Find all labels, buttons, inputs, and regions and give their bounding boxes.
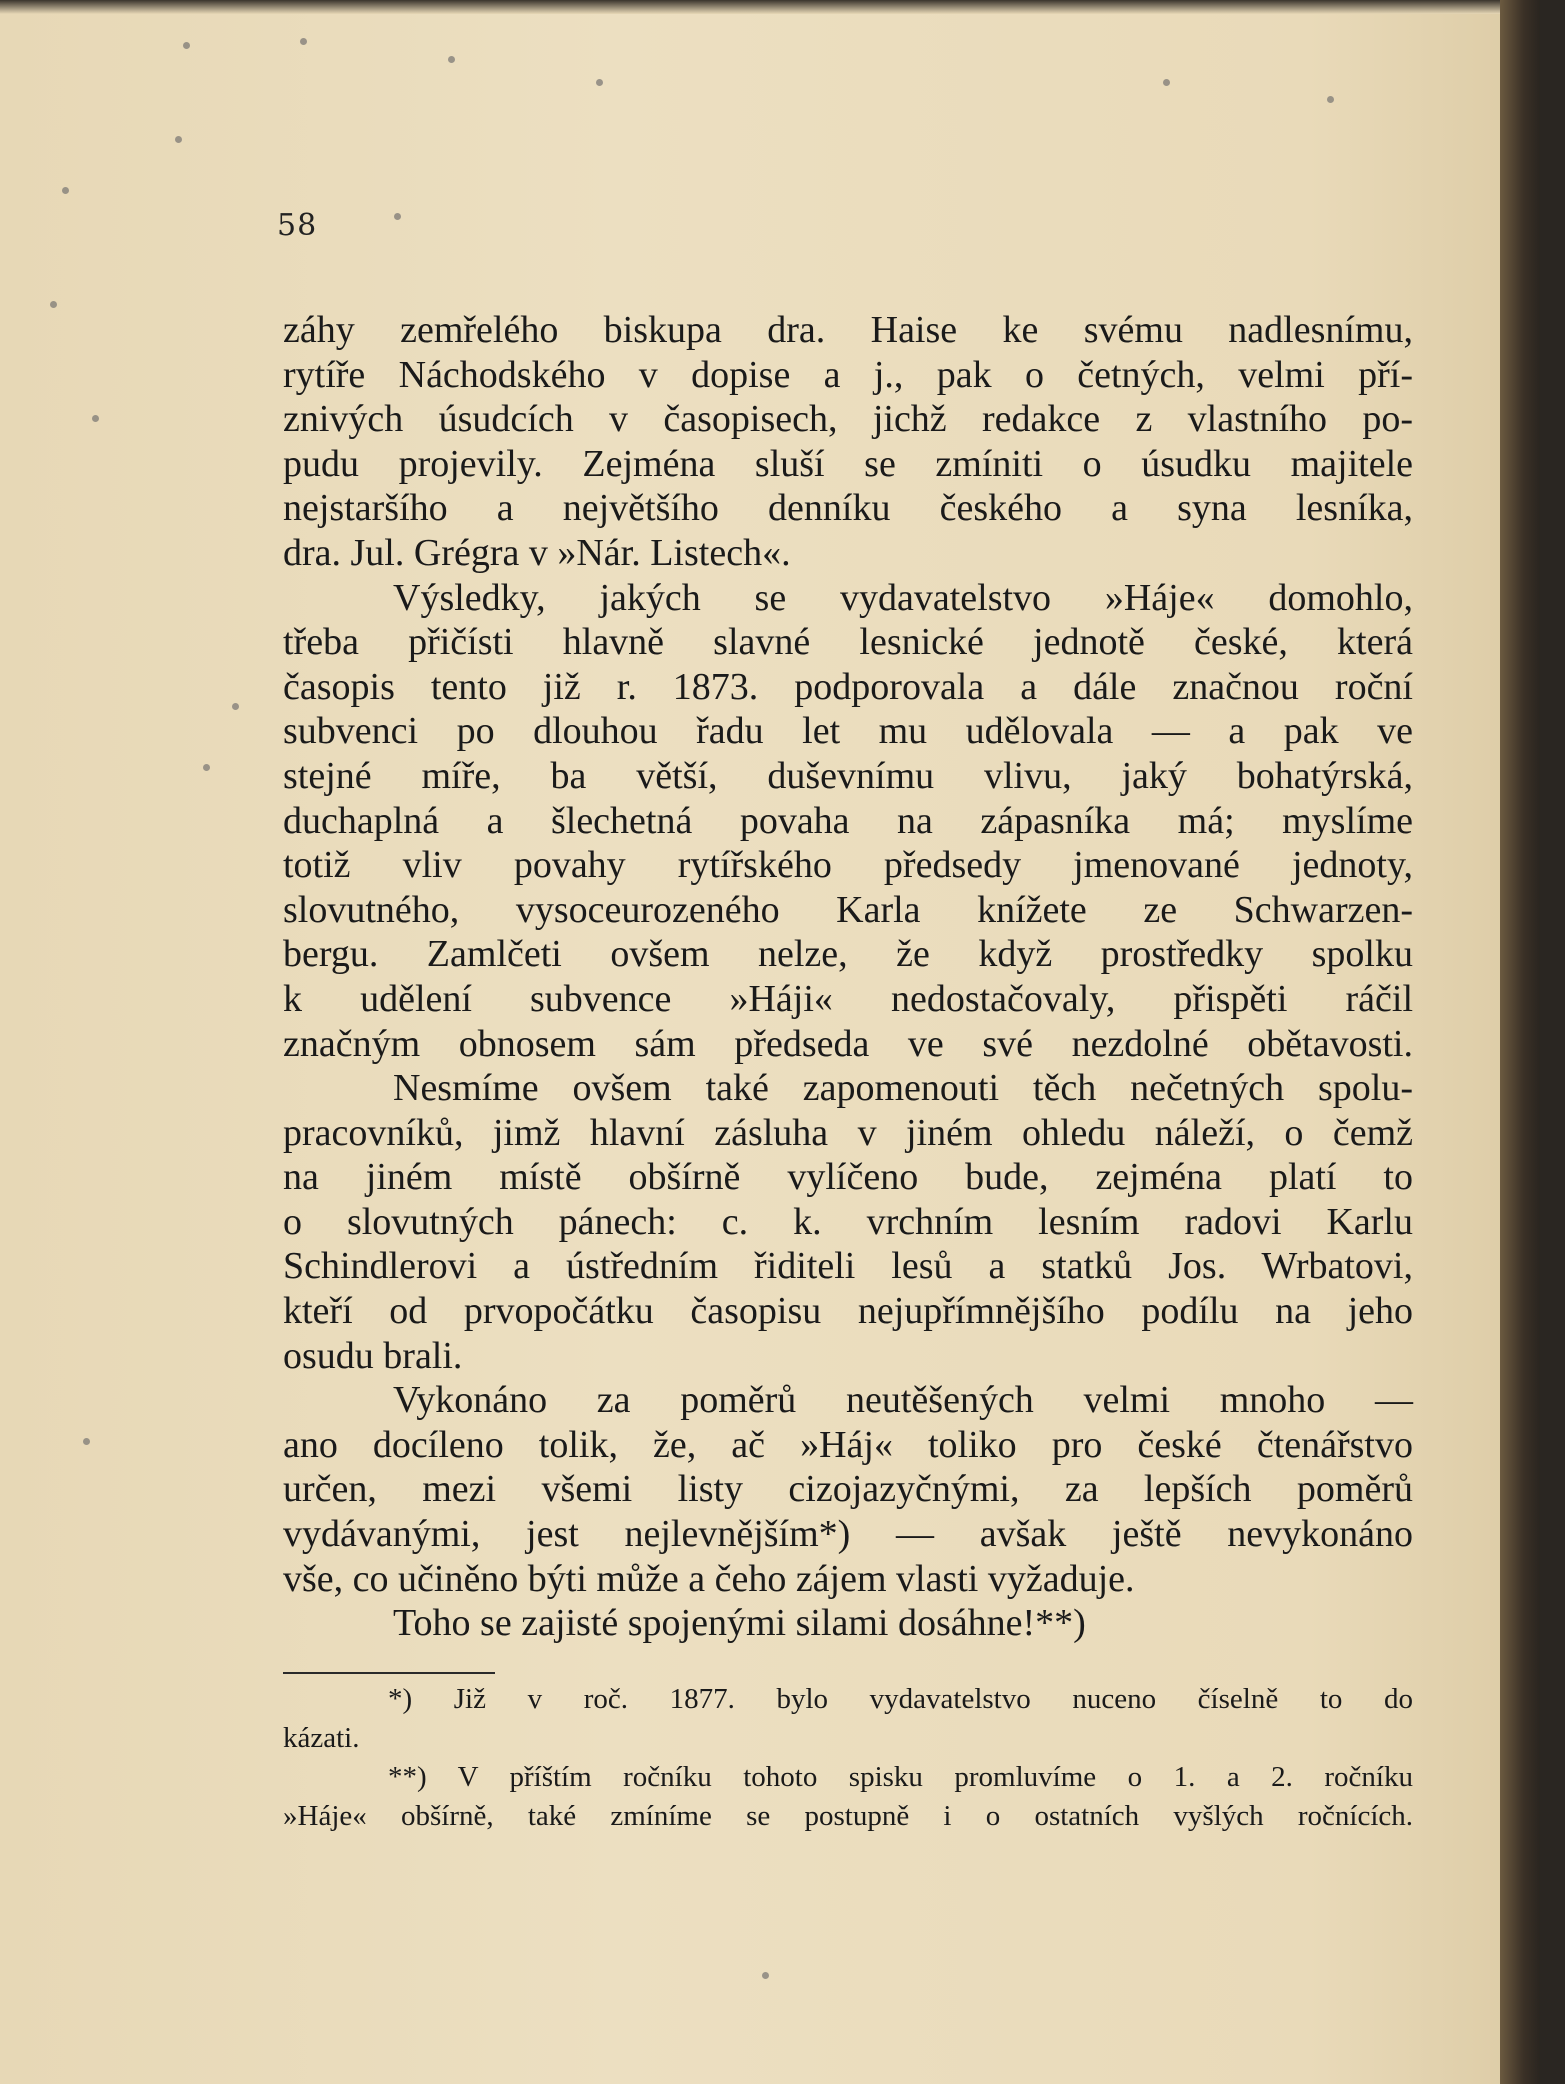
text-line: určen, mezi všemi listy cizojazyčnými, za lepších poměrů	[283, 1468, 1413, 1511]
scan-speck	[448, 56, 455, 63]
text-line: znivých úsudcích v časopisech, jichž redakce z vlastního po-	[283, 398, 1413, 441]
text-line: stejné míře, ba větší, duševnímu vlivu, jaký bohatýrská,	[283, 754, 1413, 797]
text-line: duchaplná a šlechetná povaha na zápasníka má; myslíme	[283, 799, 1413, 842]
scan-speck	[1327, 96, 1334, 103]
page-top-shadow	[0, 0, 1540, 14]
scan-speck	[50, 301, 57, 308]
text-line: značným obnosem sám předseda ve své nezdolné obětavosti.	[283, 1022, 1413, 1065]
text-line: Schindlerovi a ústředním řiditeli lesů a statků Jos. Wrbatovi,	[283, 1245, 1413, 1288]
text-line: třeba přičísti hlavně slavné lesnické jednotě české, která	[283, 621, 1413, 664]
text-line: k udělení subvence »Háji« nedostačovaly, přispěti ráčil	[283, 977, 1413, 1020]
text-line: Výsledky, jakých se vydavatelstvo »Háje« domohlo,	[393, 576, 1413, 619]
text-line: pudu projevily. Zejména sluší se zmíniti o úsudku majitele	[283, 442, 1413, 485]
text-line: Nesmíme ovšem také zapomenouti těch nečetných spolu-	[393, 1067, 1413, 1110]
footnote-separator	[283, 1672, 495, 1674]
footnotes	[283, 1680, 1413, 1836]
text-line: totiž vliv povahy rytířského předsedy jmenované jednoty,	[283, 844, 1413, 887]
scan-speck	[203, 764, 210, 771]
text-line: nejstaršího a největšího denníku českého a syna lesníka,	[283, 487, 1413, 530]
footnote-line: kázati.	[283, 1722, 360, 1754]
text-line: Toho se zajisté spojenými silami dosáhne!**)	[393, 1602, 1086, 1645]
text-line: o slovutných pánech: c. k. vrchním lesním radovi Karlu	[283, 1200, 1413, 1243]
text-line: pracovníků, jimž hlavní zásluha v jiném ohledu náleží, o čemž	[283, 1111, 1413, 1154]
footnote-line: **) V příštím ročníku tohoto spisku promluvíme o 1. a 2. ročníku	[388, 1761, 1413, 1793]
scan-speck	[92, 415, 99, 422]
text-line: bergu. Zamlčeti ovšem nelze, že když prostředky spolku	[283, 933, 1413, 976]
page-binding-edge	[1500, 0, 1540, 2084]
scan-speck	[394, 213, 401, 220]
page-number: 58	[277, 208, 318, 243]
scan-speck	[183, 42, 190, 49]
text-line: slovutného, vysoceurozeného Karla knížete ze Schwarzen-	[283, 888, 1413, 931]
scan-speck	[300, 38, 307, 45]
body-text	[283, 308, 1413, 1646]
text-line: vše, co učiněno býti může a čeho zájem vlasti vyžaduje.	[283, 1557, 1135, 1600]
scan-speck	[83, 1438, 90, 1445]
text-line: rytíře Náchodského v dopise a j., pak o četných, velmi pří-	[283, 353, 1413, 396]
text-line: subvenci po dlouhou řadu let mu udělovala — a pak ve	[283, 710, 1413, 753]
scan-speck	[596, 79, 603, 86]
scan-speck	[62, 187, 69, 194]
scan-speck	[175, 136, 182, 143]
scan-speck	[232, 703, 239, 710]
text-line: na jiném místě obšírně vylíčeno bude, zejména platí to	[283, 1156, 1413, 1199]
scan-speck	[762, 1972, 769, 1979]
text-line: záhy zemřelého biskupa dra. Haise ke svému nadlesnímu,	[283, 309, 1413, 351]
footnote-line: *) Již v roč. 1877. bylo vydavatelstvo nuceno číselně to do	[388, 1683, 1413, 1715]
text-line: osudu brali.	[283, 1334, 463, 1377]
footnote-line: »Háje« obšírně, také zmíníme se postupně i o ostatních vyšlých ročnících.	[283, 1800, 1413, 1832]
text-line: dra. Jul. Grégra v »Nár. Listech«.	[283, 531, 791, 574]
text-line: Vykonáno za poměrů neutěšených velmi mnoho —	[393, 1379, 1413, 1422]
text-line: ano docíleno tolik, že, ač »Háj« toliko pro české čtenářstvo	[283, 1423, 1413, 1466]
text-line: kteří od prvopočátku časopisu nejupřímnějšího podílu na jeho	[283, 1290, 1413, 1333]
scan-speck	[1163, 79, 1170, 86]
text-line: vydávanými, jest nejlevnějším*) — avšak ještě nevykonáno	[283, 1513, 1413, 1556]
text-line: časopis tento již r. 1873. podporovala a dále značnou roční	[283, 665, 1413, 708]
